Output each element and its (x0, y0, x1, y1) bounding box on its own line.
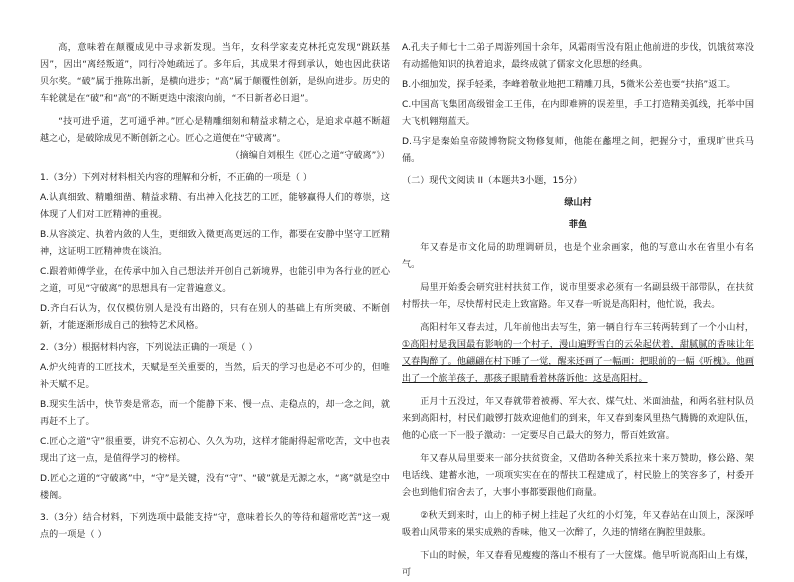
q1-option-b: B.从容淡定、执着内敛的人生，更细致入微更高更远的工作，都要在安静中坚守工匠精神，这证明工匠精神贵在谈泊。 (40, 230, 390, 257)
quote-paragraph: “技可进乎道，艺可通乎神。”匠心是精雕细刻和精益求精之心，是追求卓越不断超越之心，是破除成见不断创新之心。匠心之道便在“守破离”。 (40, 117, 390, 144)
story-author: 菲鱼 (568, 220, 588, 230)
q2-option-c: C.匠心之道“守”很重要，讲究不忘初心、久久为功，这样才能耐得起常吃苦，文中也表现出了这一点，是值得学习的榜样。 (40, 437, 390, 464)
question-3: 3.（3分）结合材料，下列选项中最能支持“守，意味着长久的等待和超常吃苦”这一观点的一项是（ ） (40, 513, 390, 540)
q3-option-b: B.小细加发，探手轻柔，李峰着敬业地把工精雕刀具，5微米公差也要“扶掐”返工。 (402, 80, 736, 90)
q3-option-c: C.中国高飞集团高级钳金工王伟，在内即难辨的误差里，手工打造精美弧线，托举中国大飞机翱翔蓝天。 (402, 100, 754, 127)
attribution: （摘编自刘根生《匠心之道“守破离”》） (230, 151, 390, 161)
q1-option-d: D.齐白石认为，仅仅模仿别人是没有出路的，只有在别人的基础上有所突破、不断创新，才能逐渐形成自己的独特艺术风格。 (40, 304, 390, 331)
story-paragraph-4: 正月十五没过，年又春就带着被褥、军大衣、煤气灶、米面油盐，和两名驻村队员来到高阳村，村民们敲锣打鼓欢迎他们的到来，年又春到秦风里热气腾腾的欢迎队伍，他的心底一下一股子激动：一定要尽自己最大的努力，帮百姓致富。 (402, 397, 754, 441)
story-paragraph-7: 下山的时候，年又春看见瘦瘦的落山不根有了一大筐煤。他早听说高阳山上有煤，可 (402, 551, 754, 578)
intro-paragraph: 高，意味着在颠覆成见中寻求新发现。当年，女科学家麦克林托克发现“跳跃基因”，因出“离经叛道”，同行冷她疏远了。多年后，其成果才得到承认，她也因此获诺贝尔奖。“破”属于推陈出新，是横向进步；“高”属于颠覆性创新，是纵向进步。历史的车轮就是在“破”和“高”的不断更迭中滚滚向前，“不日新者必日退”。 (40, 43, 390, 104)
right-column (402, 40, 754, 582)
story-title: 绿山村 (564, 198, 592, 208)
left-column (40, 40, 390, 544)
story-paragraph-2: 局里开始委会研究驻村扶贫工作，说市里要求必须有一名副县级干部带队，在扶贫村帮扶一年，尽快帮村民走上致富路。年又春一听说是高阳村，他忙说，我去。 (402, 283, 754, 310)
q2-option-a: A.炉火纯青的工匠技术，天赋是至关重要的，当然，后天的学习也是必不可少的，但唯补天赋不足。 (40, 363, 390, 390)
story-paragraph-1: 年又春是市文化局的助理调研员，也是个业余画家，他的写意山水在省里小有名气。 (402, 243, 754, 270)
question-2: 2.（3分）根据材料内容，下列说法正确的一项是（ ） (40, 343, 258, 353)
story-paragraph-3 (402, 320, 754, 388)
q2-option-d: D.匠心之道的“守破离”中，“守”是关键，没有“守”、“破”就是无源之水，“离”就是空中楼阁。 (40, 474, 390, 501)
story-paragraph-6: ②秋天到来时，山上的柿子树上挂起了火红的小灯笼，年又春站在山顶上，深深呼吸着山风带来的果实成熟的香味，他又一次醉了，久违的情绪在胸腔里鼓胀。 (402, 511, 754, 538)
q2-option-b: B.现实生活中，快节奏是常态，而一个能静下来、慢一点、走稳点的，却一念之间，就再赶不上了。 (40, 400, 390, 427)
q3-option-a: A.孔夫子师七十二弟子周游列国十余年，风霜雨雪没有阻止他前进的步伐，饥饿贫寒没有动摇他知识的执着追求，最终成就了儒家文化思想的经典。 (402, 43, 754, 70)
underlined-passage-1: ①高阳村是我国最有影响的一个村子，漫山遍野雪白的云朵起伏着，甜腻腻的香味让年又春陶醉了。他翩翩在村下睡了一觉，醒来还画了一幅画：把眼前的一幅《听槐》。他画出了一个旅羊孩子，那孩子眼睛看着林落诉他：这是高阳村。 (402, 340, 754, 384)
section-heading: （二）现代文阅读 II（本题共3小题，15分） (402, 176, 583, 186)
story-paragraph-5: 年又春从局里要来一部分扶贫资金，又借助各种关系拉来十来万赞助，修公路、架电话线、建蓄水池，一项项实实在在的帮扶工程建成了，村民脸上的笑容多了，村委开会也到他们宿舍去了，大事小事都要跟他们商量。 (402, 454, 754, 498)
question-1: 1.（3分）下列对材料相关内容的理解和分析，不正确的一项是（ ） (40, 173, 312, 183)
q1-option-a: A.认真细致、精雕细凿、精益求精、有出神入化技艺的工匠，能够赢得人们的尊崇，这体现了人们对工匠精神的重视。 (40, 193, 390, 220)
story-paragraph-3-lead: 高阳村年又春去过，几年前他出去写生，第一辆自行车三转两转到了一个小山村， (420, 323, 754, 333)
q3-option-d: D.马宇是秦始皇帝陵博物院文物修复师，他能在蠡埋之间，把握分寸，重现旷世兵马俑。 (402, 137, 754, 164)
q1-option-c: C.跟着师傅学业，在传承中加入自己想法并开创自己新境界，也能引申为各行业的匠心之道，可见“守破离”的思想具有一定普遍意义。 (40, 267, 390, 294)
